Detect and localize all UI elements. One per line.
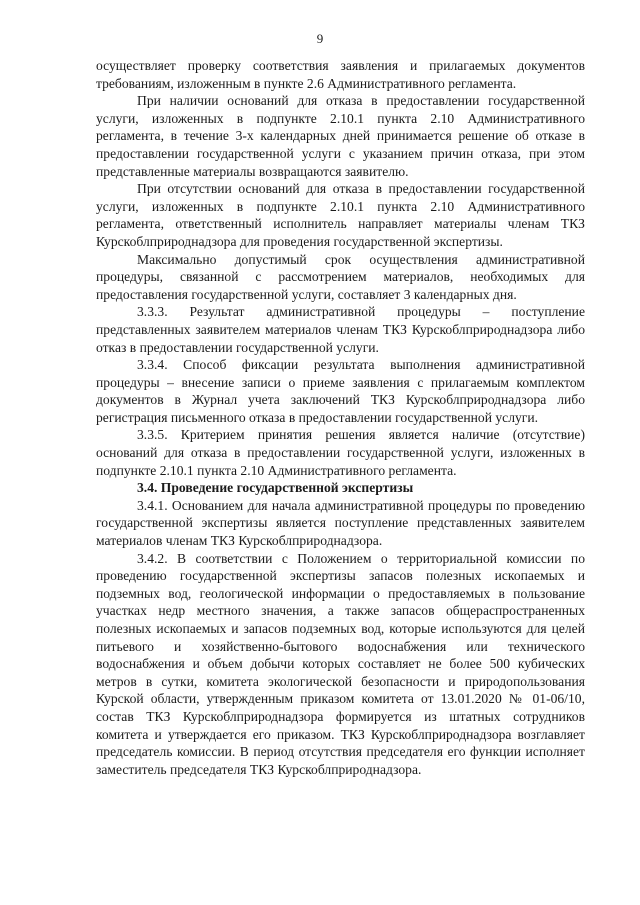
page-number: 9 <box>316 31 324 46</box>
paragraph-3-3-4: 3.3.4. Способ фиксации результата выполнения административной процедуры – внесение записи о приеме заявления с прилагаемым комплектом документов в Журнал учета заключений ТКЗ Курскоблприроднадзора либо регистрация письменного отказа в предоставлении государственной услуги. <box>96 357 585 425</box>
document-body <box>96 57 585 778</box>
paragraph-3-3-3: 3.3.3. Результат административной процедуры – поступление представленных заявителем материалов членам ТКЗ Курскоблприроднадзора либо отказ в предоставлении государственной услуги. <box>96 304 585 355</box>
paragraph-refusal-grounds: При наличии оснований для отказа в предоставлении государственной услуги, изложенных в подпункте 2.10.1 пункта 2.10 Административного регламента, в течение 3-х календарных дней принимается решение об отказе в предоставлении государственной услуги с указанием причин отказа, при этом представленные материалы возвращаются заявителю. <box>96 93 585 179</box>
paragraph-3-4-2: 3.4.2. В соответствии с Положением о территориальной комиссии по проведению государственной экспертизы запасов полезных ископаемых и подземных вод, геологической информации о предоставляемых в пользование участках недр местного значения, а также запасов общераспространенных полезных ископаемых и запасов подземных вод, которые используются для целей питьевого и хозяйственно-бытового водоснабжения или технического водоснабжения и объем добычи которых составляет не более 500 кубических метров в сутки, комитета экологической безопасности и природопользования Курской области, утвержденным приказом комитета от 13.01.2020 № 01-06/10, состав ТКЗ Курскоблприроднадзора формируется из штатных сотрудников комитета и утверждается его приказом. ТКЗ Курскоблприроднадзора возглавляет председатель комиссии. В период отсутствия председателя его функции исполняет заместитель председателя ТКЗ Курскоблприроднадзора. <box>96 550 585 777</box>
paragraph-3-3-5: 3.3.5. Критерием принятия решения является наличие (отсутствие) оснований для отказа в предоставлении государственной услуги, изложенных в подпункте 2.10.1 пункта 2.10 Административного регламента. <box>96 427 585 478</box>
paragraph-3-4-1: 3.4.1. Основанием для начала административной процедуры по проведению государственной экспертизы является поступление представленных заявителем материалов членам ТКЗ Курскоблприроднадзора. <box>96 497 585 549</box>
paragraph-verification: осуществляет проверку соответствия заявления и прилагаемых документов требованиям, изложенным в пункте 2.6 Административного регламента. <box>96 58 585 91</box>
paragraph-no-refusal-grounds: При отсутствии оснований для отказа в предоставлении государственной услуги, изложенных в подпункте 2.10.1 пункта 2.10 Административного регламента, ответственный исполнитель направляет материалы членам ТКЗ Курскоблприроднадзора для проведения государственной экспертизы. <box>96 181 585 249</box>
paragraph-max-duration: Максимально допустимый срок осуществления административной процедуры, связанной с рассмотрением материалов, необходимых для предоставления государственной услуги, составляет 3 календарных дня. <box>96 251 585 302</box>
section-heading-3-4: 3.4. Проведение государственной экспертизы <box>137 480 414 496</box>
